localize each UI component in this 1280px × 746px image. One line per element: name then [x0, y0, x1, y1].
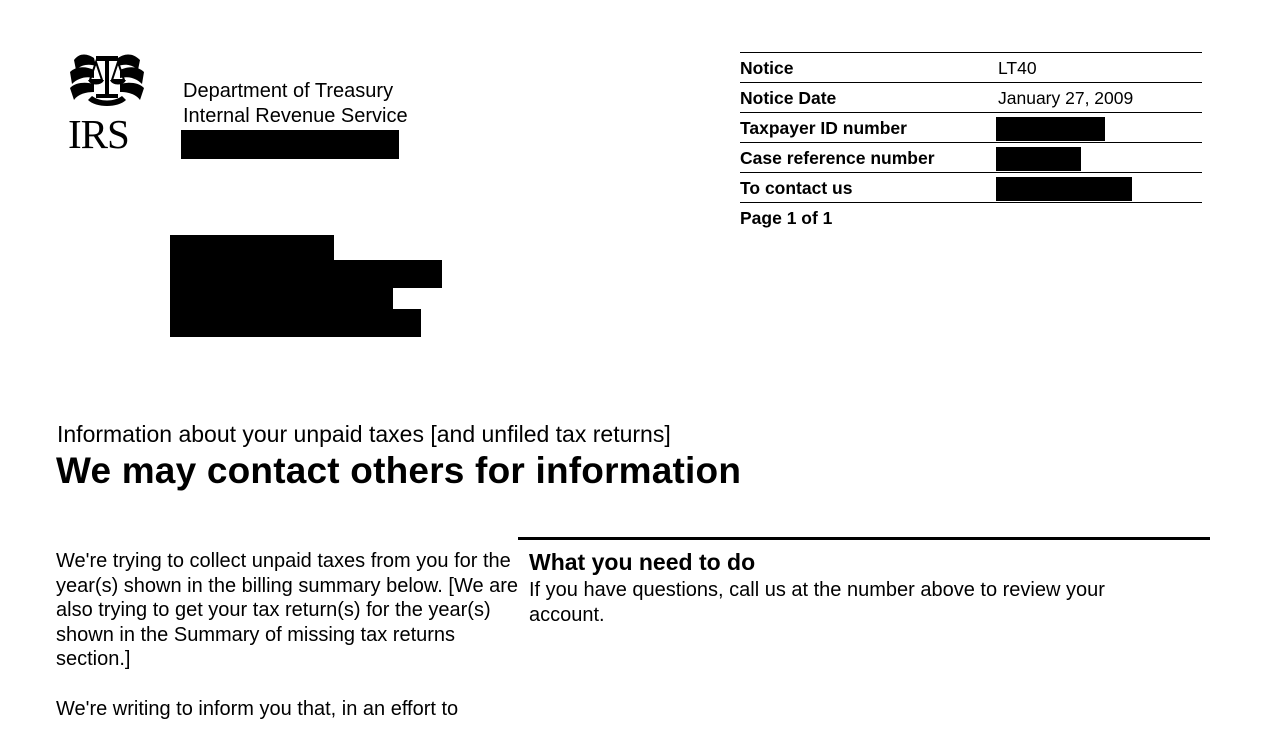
action-box-rule [518, 537, 1210, 540]
agency-line-2: Internal Revenue Service [183, 105, 408, 127]
body-text [56, 549, 526, 746]
notice-subtitle: Information about your unpaid taxes [and unfiled tax returns] [57, 421, 671, 447]
notice-row [740, 52, 1202, 82]
notice-headline: We may contact others for information [56, 450, 742, 491]
action-text: If you have questions, call us at the number above to review your account. [529, 579, 1105, 626]
redacted-contact-number [996, 177, 1132, 201]
case-reference-row [740, 142, 1202, 172]
irs-logo [66, 50, 148, 160]
action-heading: What you need to do [529, 549, 756, 575]
redacted-case-reference [996, 147, 1081, 171]
notice-date-value: January 27, 2009 [998, 88, 1134, 108]
agency-block [183, 79, 408, 129]
taxpayer-id-label: Taxpayer ID number [740, 118, 907, 138]
contact-label: To contact us [740, 178, 853, 198]
contact-row [740, 172, 1202, 203]
redacted-address [181, 130, 399, 159]
notice-info-table [740, 52, 1202, 232]
redacted-recipient-line-1 [170, 235, 334, 261]
case-reference-label: Case reference number [740, 148, 935, 168]
page-row [740, 203, 1202, 232]
redacted-recipient-line-2 [170, 260, 442, 288]
eagle-scales-emblem-icon [66, 50, 148, 112]
redacted-recipient-line-3 [170, 287, 393, 311]
body-paragraph-2: We're writing to inform you that, in an effort to [56, 697, 459, 720]
redacted-taxpayer-id [996, 117, 1105, 141]
agency-line-1: Department of Treasury [183, 80, 394, 102]
redacted-recipient-line-4 [170, 309, 421, 337]
body-paragraph-1: We're trying to collect unpaid taxes from you for the year(s) shown in the billing summary below. [We are also trying to get your tax return(s) for the year(s) shown in the Summary of missing tax returns section.] [56, 550, 519, 670]
notice-value: LT40 [998, 58, 1037, 78]
logo-text: IRS [68, 111, 129, 157]
notice-date-label: Notice Date [740, 88, 837, 108]
taxpayer-id-row [740, 112, 1202, 142]
notice-label: Notice [740, 58, 794, 78]
notice-date-row [740, 82, 1202, 112]
page-indicator: Page 1 of 1 [740, 208, 833, 228]
